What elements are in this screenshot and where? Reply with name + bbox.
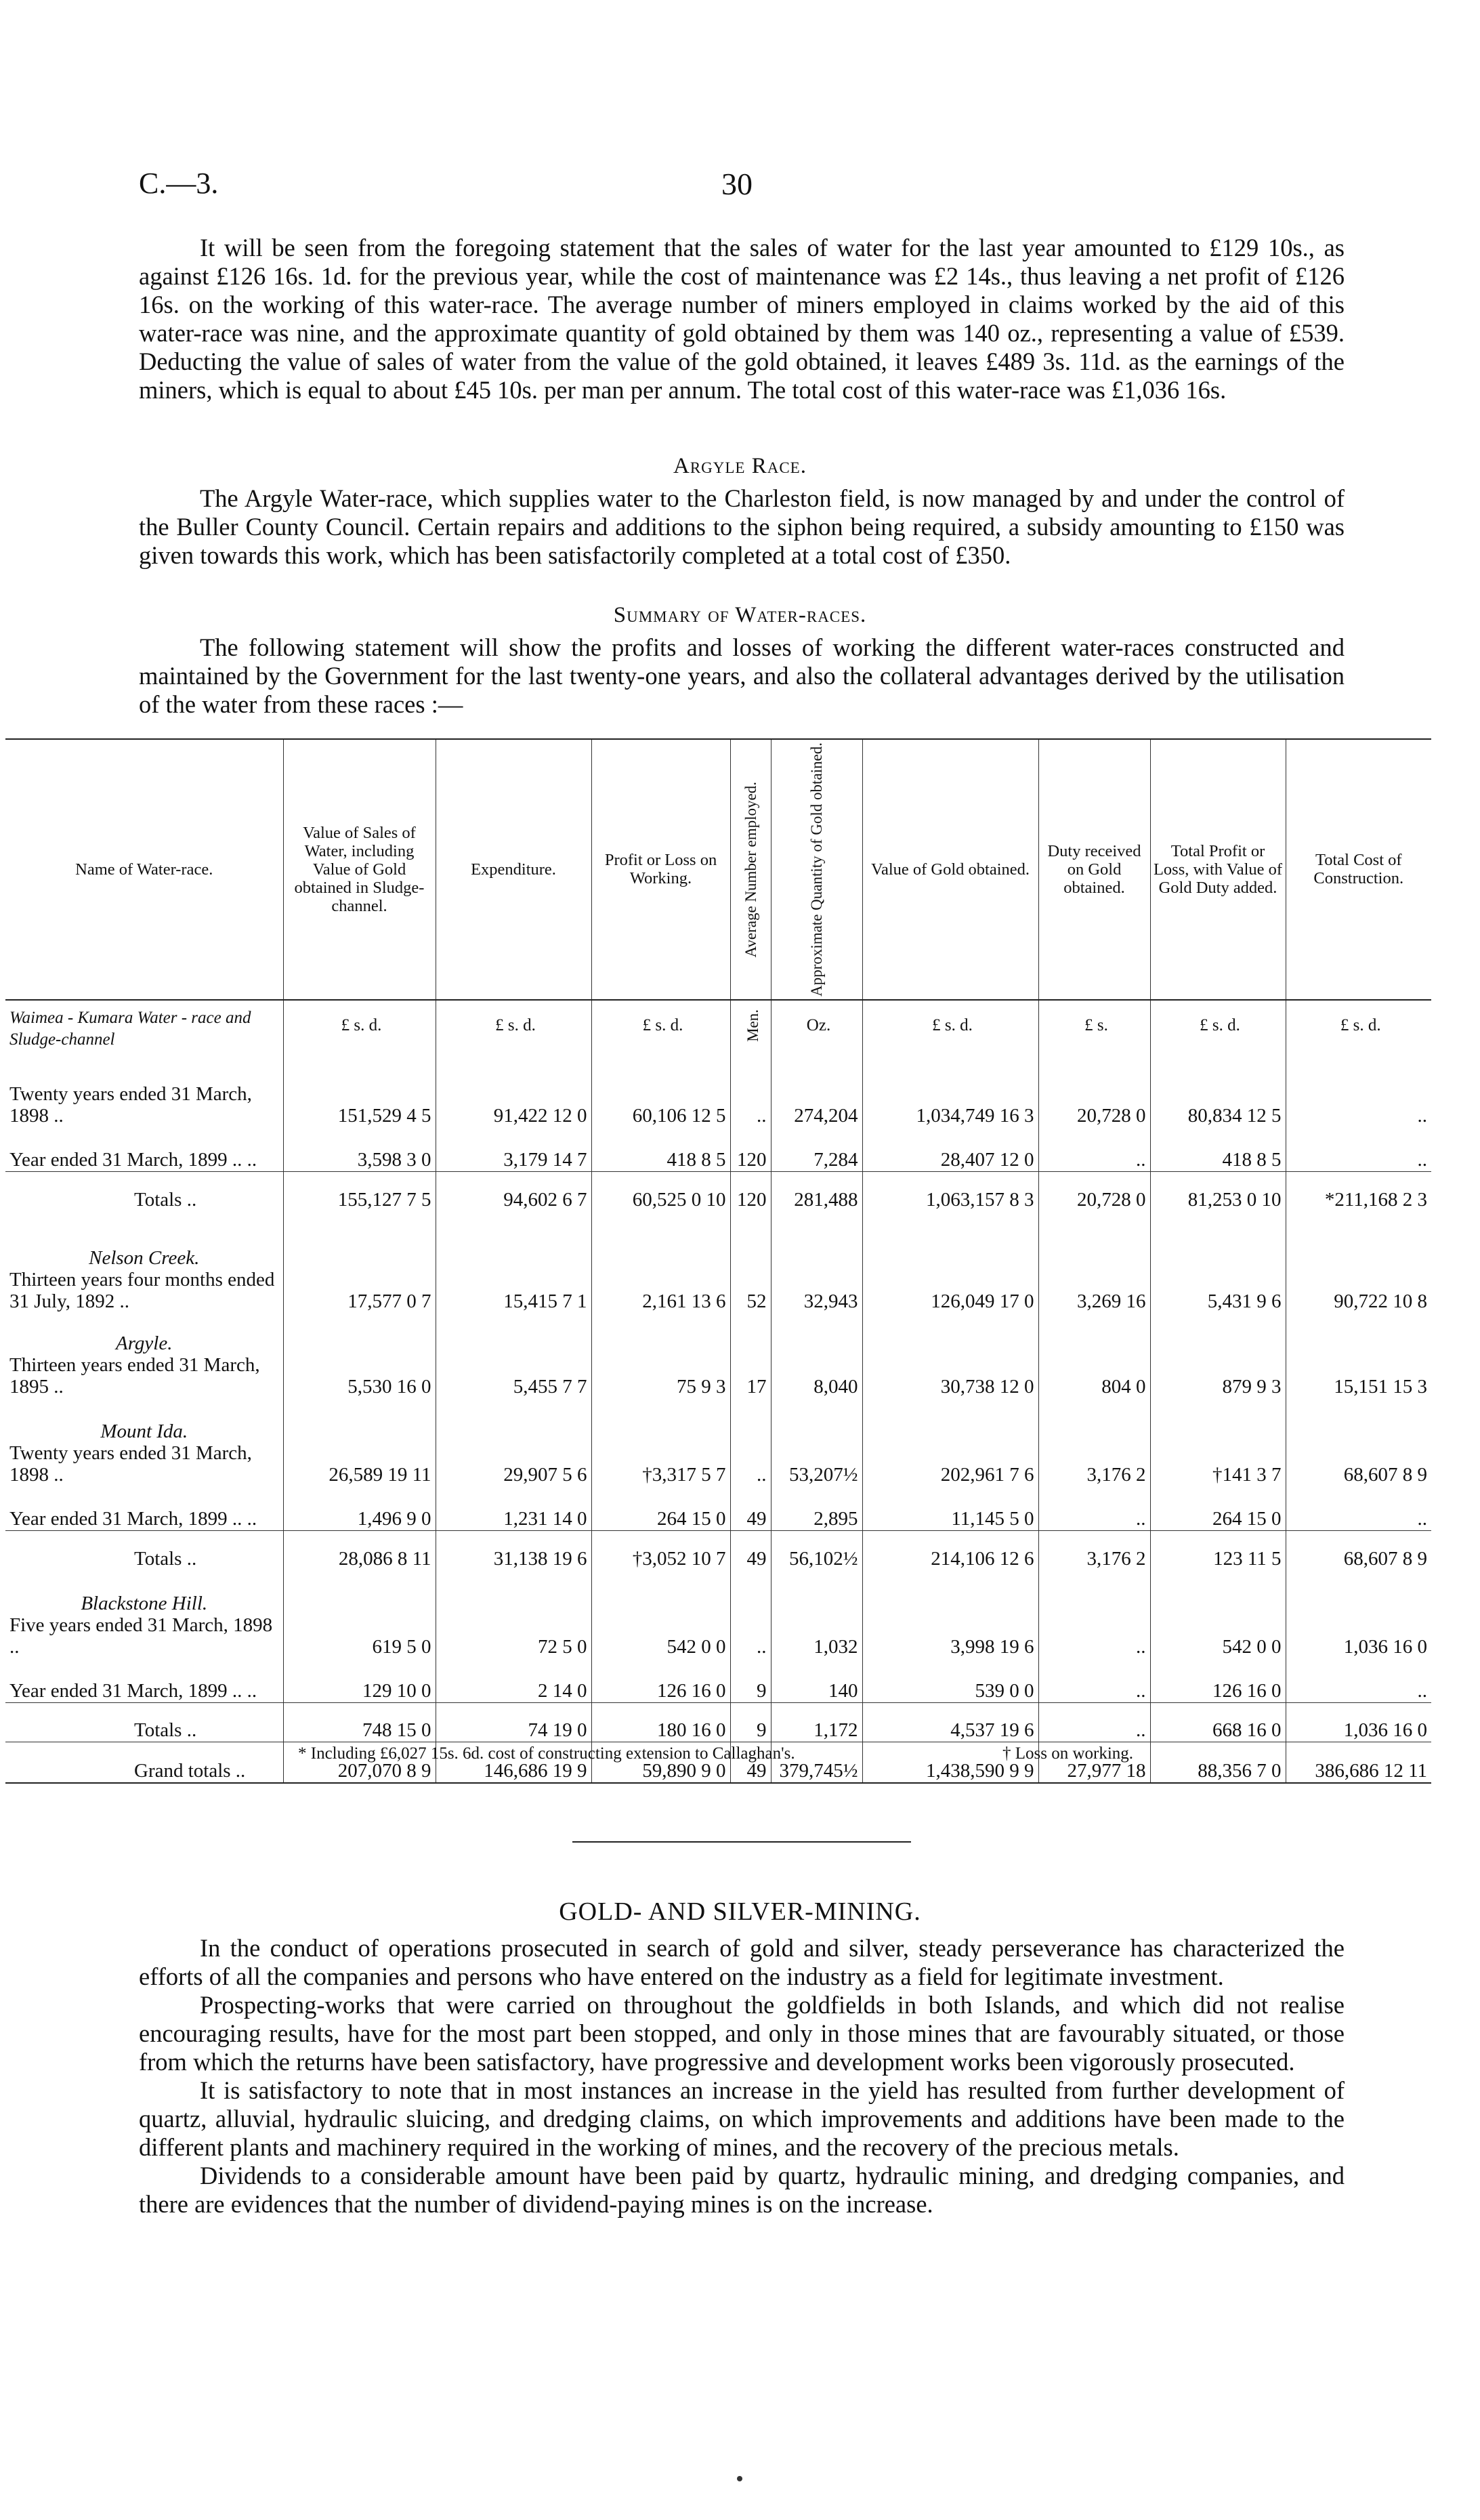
- mining-heading: GOLD- AND SILVER-MINING.: [559, 1897, 921, 1926]
- cell: 15,151 15 3: [1286, 1313, 1431, 1398]
- cell: 49: [730, 1486, 771, 1531]
- section-mount-ida: Mount Ida.: [100, 1420, 188, 1442]
- cell: 126 16 0: [1150, 1658, 1286, 1703]
- col-gold-qty: [771, 739, 862, 1000]
- cell: 4,537 19 6: [862, 1703, 1038, 1742]
- unit: £ s. d.: [591, 1000, 730, 1051]
- cell: 3,176 2: [1038, 1398, 1150, 1486]
- cell: 17: [730, 1313, 771, 1398]
- row-label-text: Twenty years ended 31 March, 1898 ..: [9, 1442, 252, 1486]
- cell: 1,496 9 0: [283, 1486, 436, 1531]
- cell: 5,530 16 0: [283, 1313, 436, 1398]
- cell: †3,052 10 7: [591, 1531, 730, 1570]
- cell: 379,745½: [771, 1742, 862, 1783]
- mining-paragraph: Dividends to a considerable amount have been paid by quartz, hydraulic mining, and dredging companies, and there are evidences that the number of dividend-paying mines is on the increase.: [139, 2162, 1345, 2218]
- cell: 3,998 19 6: [862, 1570, 1038, 1658]
- cell: ..: [730, 1051, 771, 1127]
- row-label: Totals ..: [5, 1703, 283, 1742]
- cell: 56,102½: [771, 1531, 862, 1570]
- cell: 542 0 0: [1150, 1570, 1286, 1658]
- cell: 1,172: [771, 1703, 862, 1742]
- col-gold-qty-label: Approximate Quantity of Gold obtained.: [808, 742, 825, 996]
- cell: 804 0: [1038, 1313, 1150, 1398]
- cell: 129 10 0: [283, 1658, 436, 1703]
- cell: 3,269 16: [1038, 1211, 1150, 1313]
- cell: 1,036 16 0: [1286, 1703, 1431, 1742]
- cell: 2 14 0: [436, 1658, 591, 1703]
- unit: £ s. d.: [283, 1000, 436, 1051]
- cell: 214,106 12 6: [862, 1531, 1038, 1570]
- cell: 8,040: [771, 1313, 862, 1398]
- cell: 20,728 0: [1038, 1172, 1150, 1211]
- argyle-race-heading: Argyle Race.: [673, 454, 807, 478]
- argyle-race-paragraph: The Argyle Water-race, which supplies water to the Charleston field, is now managed by and under the control of the Buller County Council. Certain repairs and additions to the siphon being required, a subsidy amounting to £150 was given towards this work, which has been satisfactorily completed at a total cost of £350.: [139, 484, 1345, 569]
- cell: 53,207½: [771, 1398, 862, 1486]
- cell: *211,168 2 3: [1286, 1172, 1431, 1211]
- col-duty: Duty received on Gold obtained.: [1038, 739, 1150, 1000]
- cell: 49: [730, 1531, 771, 1570]
- cell: ..: [1038, 1127, 1150, 1172]
- cell: 3,176 2: [1038, 1531, 1150, 1570]
- mining-paragraph: It is satisfactory to note that in most instances an increase in the yield has resulted from further development of quartz, alluvial, hydraulic sluicing, and dredging claims, on which improvements and additions have been made to the different plants and machinery required in the working of mines, and the recovery of the precious metals.: [139, 2076, 1345, 2161]
- cell: 5,455 7 7: [436, 1313, 591, 1398]
- cell: †3,317 5 7: [591, 1398, 730, 1486]
- cell: 274,204: [771, 1051, 862, 1127]
- mining-text: [139, 1934, 1345, 2219]
- cell: 539 0 0: [862, 1658, 1038, 1703]
- cell: 7,284: [771, 1127, 862, 1172]
- cell: 2,895: [771, 1486, 862, 1531]
- cell: 126,049 17 0: [862, 1211, 1038, 1313]
- footnote-star: * Including £6,027 15s. 6d. cost of constructing extension to Callaghan's.: [298, 1744, 795, 1763]
- unit: £ s. d.: [436, 1000, 591, 1051]
- unit: £ s.: [1038, 1000, 1150, 1051]
- col-men: [730, 739, 771, 1000]
- cell: 418 8 5: [591, 1127, 730, 1172]
- cell: 180 16 0: [591, 1703, 730, 1742]
- row-label-text: Thirteen years ended 31 March, 1895 ..: [9, 1353, 260, 1398]
- row-label: Year ended 31 March, 1899 .. ..: [9, 1508, 257, 1530]
- cell: 264 15 0: [1150, 1486, 1286, 1531]
- cell: 27,977 18: [1038, 1742, 1150, 1783]
- mining-paragraph: Prospecting-works that were carried on throughout the goldfields in both Islands, and which did not realise encouraging results, have for the most part been stopped, and only in those mines that are favourably situated, or those from which the returns have been satisfactory, have progressive and development works been vigorously prosecuted.: [139, 1991, 1345, 2076]
- cell: 202,961 7 6: [862, 1398, 1038, 1486]
- cell: 146,686 19 9: [436, 1742, 591, 1783]
- row-label-text: Five years ended 31 March, 1898 ..: [9, 1614, 273, 1658]
- cell: 80,834 12 5: [1150, 1051, 1286, 1127]
- cell: 1,231 14 0: [436, 1486, 591, 1531]
- cell: 9: [730, 1703, 771, 1742]
- cell: 91,422 12 0: [436, 1051, 591, 1127]
- cell: ..: [730, 1570, 771, 1658]
- section-divider: [572, 1841, 911, 1843]
- print-mark: [737, 2476, 742, 2481]
- cell: 264 15 0: [591, 1486, 730, 1531]
- section-argyle: Argyle.: [116, 1332, 173, 1354]
- row-label: [5, 1398, 283, 1486]
- cell: ..: [1038, 1703, 1150, 1742]
- cell: 72 5 0: [436, 1570, 591, 1658]
- section-blackstone: Blackstone Hill.: [81, 1592, 208, 1614]
- cell: 74 19 0: [436, 1703, 591, 1742]
- cell: 126 16 0: [591, 1658, 730, 1703]
- cell: 17,577 0 7: [283, 1211, 436, 1313]
- cell: 30,738 12 0: [862, 1313, 1038, 1398]
- cell: 52: [730, 1211, 771, 1313]
- table-row: [5, 1051, 1431, 1127]
- cell: 1,036 16 0: [1286, 1570, 1431, 1658]
- cell: 60,525 0 10: [591, 1172, 730, 1211]
- cell: 90,722 10 8: [1286, 1211, 1431, 1313]
- table-row: [5, 1486, 1431, 1531]
- cell: 281,488: [771, 1172, 862, 1211]
- cell: 542 0 0: [591, 1570, 730, 1658]
- unit: £ s. d.: [1150, 1000, 1286, 1051]
- unit: Oz.: [771, 1000, 862, 1051]
- row-label: [5, 1313, 283, 1398]
- page-number: 30: [721, 167, 753, 201]
- cell: 20,728 0: [1038, 1051, 1150, 1127]
- row-label-text: Thirteen years four months ended 31 July, 1892 ..: [9, 1268, 275, 1312]
- row-label: Twenty years ended 31 March, 1898 ..: [9, 1083, 252, 1127]
- col-name: Name of Water-race.: [5, 739, 283, 1000]
- cell: 2,161 13 6: [591, 1211, 730, 1313]
- cell: 28,086 8 11: [283, 1531, 436, 1570]
- cell: 11,145 5 0: [862, 1486, 1038, 1531]
- section-waimea: Waimea - Kumara Water - race and Sludge-channel: [9, 1008, 251, 1049]
- row-label: Year ended 31 March, 1899 .. ..: [9, 1149, 257, 1171]
- table-row: [5, 1127, 1431, 1172]
- cell: ..: [1286, 1486, 1431, 1531]
- cell: ..: [1038, 1486, 1150, 1531]
- table-header-row: [5, 739, 1431, 1000]
- cell: ..: [1286, 1051, 1431, 1127]
- cell: 879 9 3: [1150, 1313, 1286, 1398]
- water-races-table: [5, 738, 1431, 1784]
- cell: 29,907 5 6: [436, 1398, 591, 1486]
- cell: ..: [1038, 1570, 1150, 1658]
- cell: 155,127 7 5: [283, 1172, 436, 1211]
- summary-paragraph: The following statement will show the profits and losses of working the different water-races constructed and maintained by the Government for the last twenty-one years, and also the collateral advantages derived by the utilisation of the water from these races :—: [139, 633, 1345, 718]
- cell: 123 11 5: [1150, 1531, 1286, 1570]
- cell: 418 8 5: [1150, 1127, 1286, 1172]
- cell: ..: [1038, 1658, 1150, 1703]
- totals-row: [5, 1172, 1431, 1211]
- intro-paragraph: It will be seen from the foregoing statement that the sales of water for the last year amounted to £129 10s., as against £126 16s. 1d. for the previous year, while the cost of maintenance was £2 14s., thus leaving a net profit of £126 16s. on the working of this water-race. The average number of miners employed in claims worked by the aid of this water-race was nine, and the approximate quantity of gold obtained by them was 140 oz., representing a value of £539. Deducting the value of sales of water from the value of the gold obtained, it leaves £489 3s. 11d. as the earnings of the miners, which is equal to about £45 10s. per man per annum. The total cost of this water-race was £1,036 16s.: [139, 234, 1345, 404]
- cell: 68,607 8 9: [1286, 1531, 1431, 1570]
- cell: 68,607 8 9: [1286, 1398, 1431, 1486]
- section-nelson: Nelson Creek.: [89, 1246, 200, 1269]
- cell: 3,598 3 0: [283, 1127, 436, 1172]
- row-label: Totals ..: [5, 1172, 283, 1211]
- cell: 207,070 8 9: [283, 1742, 436, 1783]
- cell: 60,106 12 5: [591, 1051, 730, 1127]
- col-men-label: Average Number employed.: [742, 781, 759, 958]
- cell: ..: [1286, 1658, 1431, 1703]
- table-row: [5, 1313, 1431, 1398]
- cell: 26,589 19 11: [283, 1398, 436, 1486]
- col-expenditure: Expenditure.: [436, 739, 591, 1000]
- cell: 15,415 7 1: [436, 1211, 591, 1313]
- cell: ..: [730, 1398, 771, 1486]
- col-total-cost: Total Cost of Construction.: [1286, 739, 1431, 1000]
- footnote-dagger: † Loss on working.: [1002, 1744, 1134, 1763]
- totals-row: [5, 1531, 1431, 1570]
- cell: 120: [730, 1127, 771, 1172]
- cell: 28,407 12 0: [862, 1127, 1038, 1172]
- col-total-profit: Total Profit or Loss, with Value of Gold Duty added.: [1150, 739, 1286, 1000]
- cell: 88,356 7 0: [1150, 1742, 1286, 1783]
- row-label: Year ended 31 March, 1899 .. ..: [9, 1680, 257, 1702]
- cell: 31,138 19 6: [436, 1531, 591, 1570]
- cell: 386,686 12 11: [1286, 1742, 1431, 1783]
- cell: 1,032: [771, 1570, 862, 1658]
- cell: 9: [730, 1658, 771, 1703]
- cell: †141 3 7: [1150, 1398, 1286, 1486]
- cell: 5,431 9 6: [1150, 1211, 1286, 1313]
- summary-heading: Summary of Water-races.: [613, 603, 867, 627]
- row-label: [5, 1211, 283, 1313]
- col-gold-value: Value of Gold obtained.: [862, 739, 1038, 1000]
- cell: 3,179 14 7: [436, 1127, 591, 1172]
- cell: 140: [771, 1658, 862, 1703]
- cell: 120: [730, 1172, 771, 1211]
- table-row: [5, 1658, 1431, 1703]
- cell: 59,890 9 0: [591, 1742, 730, 1783]
- table-row: [5, 1398, 1431, 1486]
- cell: ..: [1286, 1127, 1431, 1172]
- cell: 151,529 4 5: [283, 1051, 436, 1127]
- unit-men: Men.: [744, 1009, 761, 1043]
- unit: [730, 1000, 771, 1051]
- units-row: [5, 1000, 1431, 1051]
- unit: £ s. d.: [862, 1000, 1038, 1051]
- col-sales: Value of Sales of Water, including Value of Gold obtained in Sludge-channel.: [283, 739, 436, 1000]
- mining-paragraph: In the conduct of operations prosecuted in search of gold and silver, steady perseverance has characterized the efforts of all the companies and persons who have entered on the industry as a field for legitimate investment.: [139, 1934, 1345, 1990]
- row-label: [5, 1570, 283, 1658]
- row-label: Grand totals ..: [5, 1742, 283, 1783]
- table-row: [5, 1211, 1431, 1313]
- cell: 32,943: [771, 1211, 862, 1313]
- cell: 75 9 3: [591, 1313, 730, 1398]
- document-reference: C.—3.: [139, 167, 219, 200]
- cell: 619 5 0: [283, 1570, 436, 1658]
- cell: 49: [730, 1742, 771, 1783]
- cell: 94,602 6 7: [436, 1172, 591, 1211]
- cell: 1,063,157 8 3: [862, 1172, 1038, 1211]
- section-label: [5, 1000, 283, 1051]
- totals-row: [5, 1703, 1431, 1742]
- unit: £ s. d.: [1286, 1000, 1431, 1051]
- cell: 81,253 0 10: [1150, 1172, 1286, 1211]
- table-row: [5, 1570, 1431, 1658]
- col-profit: Profit or Loss on Working.: [591, 739, 730, 1000]
- cell: 668 16 0: [1150, 1703, 1286, 1742]
- cell: 748 15 0: [283, 1703, 436, 1742]
- cell: 1,438,590 9 9: [862, 1742, 1038, 1783]
- row-label: Totals ..: [5, 1531, 283, 1570]
- cell: 1,034,749 16 3: [862, 1051, 1038, 1127]
